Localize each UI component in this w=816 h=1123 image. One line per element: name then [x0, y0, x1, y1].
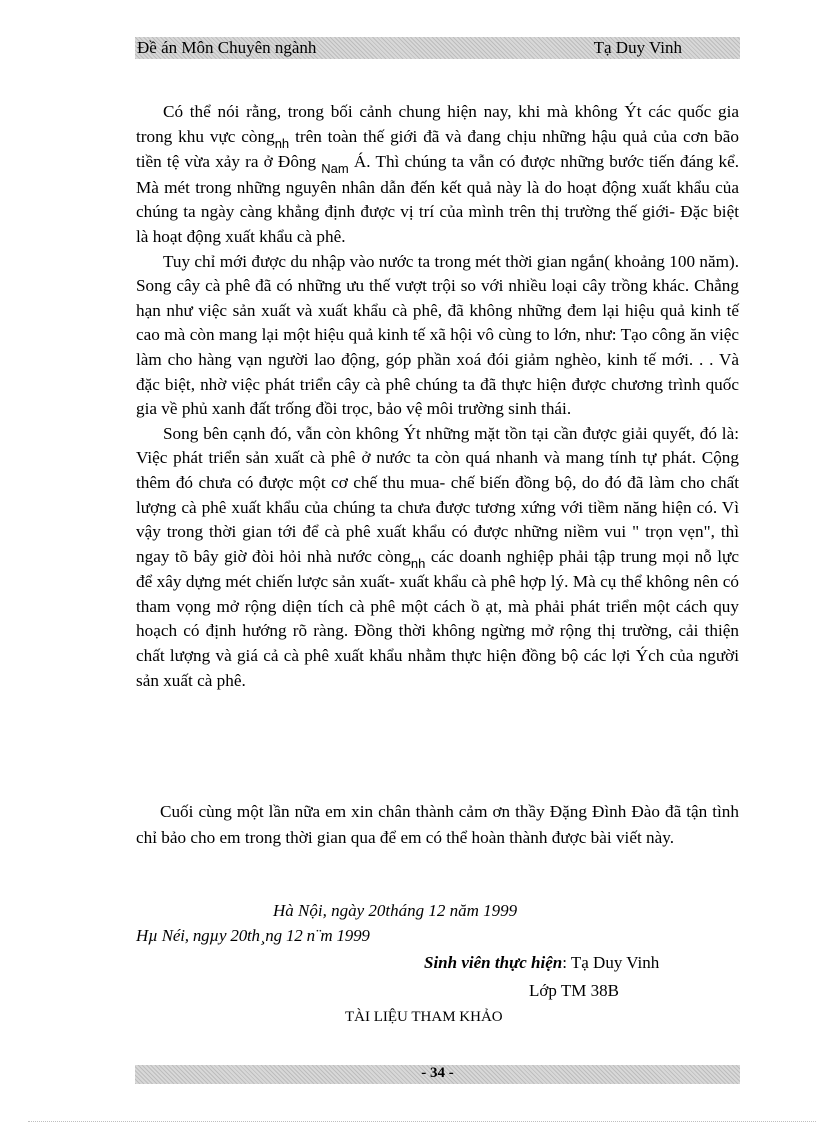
body-text — [136, 100, 739, 693]
paragraph-1-part-b: trên toàn thế giới đã và đang chịu những hậu quả của cơn bão tiền tệ vừa xảy ra ở Đông — [136, 126, 739, 172]
page-bottom-divider — [28, 1121, 816, 1122]
page-header — [135, 37, 740, 59]
paragraph-3 — [136, 422, 739, 694]
signer-name: : Tạ Duy Vinh — [562, 953, 660, 972]
date-line-garbled: Hµ Néi, ngµy 20th¸ng 12 n¨m 1999 — [136, 926, 370, 945]
signature-block — [424, 953, 659, 973]
paragraph-1-artifact-2: Nam — [321, 161, 349, 177]
paragraph-2: Tuy chỉ mới được du nhập vào nước ta trong mét thời gian ngắn( khoảng 100 năm). Song cây cà phê đã có những ưu thế vượt trội so với nhiều loại cây trồng khác. Chẳng hạn như việc sản xuất và xuất khẩu cà phê, đã không những đem lại hiệu quả kinh tế cao mà còn mang lại một hiệu quả kinh tế xã hội vô cùng to lớn, như: Tạo công ăn việc làm cho hàng vạn người lao động, góp phần xoá đói giảm nghèo, kinh tế mới. . . Và đặc biệt, nhờ việc phát triển cây cà phê chúng ta đã thực hiện được chương trình quốc gia về phủ xanh đất trống đồi trọc, bảo vệ môi trường sinh thái. — [136, 251, 739, 419]
paragraph-1-part-a: Có thể nói rằng, trong bối cảnh chung hiện nay, khi mà không Ýt các quốc gia trong khu vực còng — [136, 102, 739, 146]
page-number: - 34 - — [421, 1065, 454, 1081]
closing-paragraph: Cuối cùng một lần nữa em xin chân thành cảm ơn thầy Đặng Đình Đào đã tận tình chỉ bảo cho em trong thời gian qua để em có thể hoàn thành được bài viết này. — [136, 802, 739, 847]
paragraph-1-part-c: Á. Thì chúng ta vẫn có được những bước tiến đáng kể. Mà mét trong những nguyên nhân dẫn đến kết quả này là do hoạt động xuất khẩu của chúng ta ngày càng khẳng định được vị trí của mình trên thị trường thế giới- Đặc biệt là hoạt động xuất khẩu cà phê. — [136, 152, 739, 246]
paragraph-3-part-a: Song bên cạnh đó, vẫn còn không Ýt những mặt tồn tại cần được giải quyết, đó là: Việc phát triển sản xuất cà phê ở nước ta còn quá nhanh và mang tính tự phát. Cộng thêm đó chưa có được một cơ chế thu mua- chế biến đồng bộ, do đó đã làm cho chất lượng cà phê xuất khẩu của chúng ta chưa được tương xứng với tiềm năng hiện có. Vì vậy trong thời gian tới để cà phê xuất khẩu có được những niềm vui " trọn vẹn", thì ngay tõ bây giờ đòi hỏi nhà nước còng — [136, 423, 739, 566]
header-author: Tạ Duy Vinh — [593, 38, 682, 57]
closing-remarks — [136, 799, 739, 851]
class-line: Lớp TM 38B — [529, 981, 619, 1000]
references-heading: TÀI LIỆU THAM KHẢO — [345, 1009, 503, 1025]
signer-label: Sinh viên thực hiện — [424, 953, 563, 972]
page-footer — [135, 1065, 740, 1084]
paragraph-1 — [136, 100, 739, 250]
paragraph-3-part-b: các doanh nghiệp phải tập trung mọi nỗ lực để xây dựng mét chiến lược sản xuất- xuất khẩu cà phê hợp lý. Mà cụ thể không nên có tham vọng mở rộng diện tích cà phê một cách ồ ạt, mà phải phát triển một cách quy hoạch có định hướng rõ ràng. Đồng thời không ngừng mở rộng thị trường, cải thiện chất lượng và giá cả cà phê xuất khẩu nhằm thực hiện đồng bộ các lợi Ých của người sản xuất cà phê. — [136, 546, 739, 690]
paragraph-3-artifact-1: nh — [410, 555, 426, 571]
header-document-title: Đề án Môn Chuyên ngành — [137, 38, 317, 57]
paragraph-1-artifact-1: nh — [274, 135, 290, 151]
date-line: Hà Nội, ngày 20tháng 12 năm 1999 — [273, 901, 518, 920]
